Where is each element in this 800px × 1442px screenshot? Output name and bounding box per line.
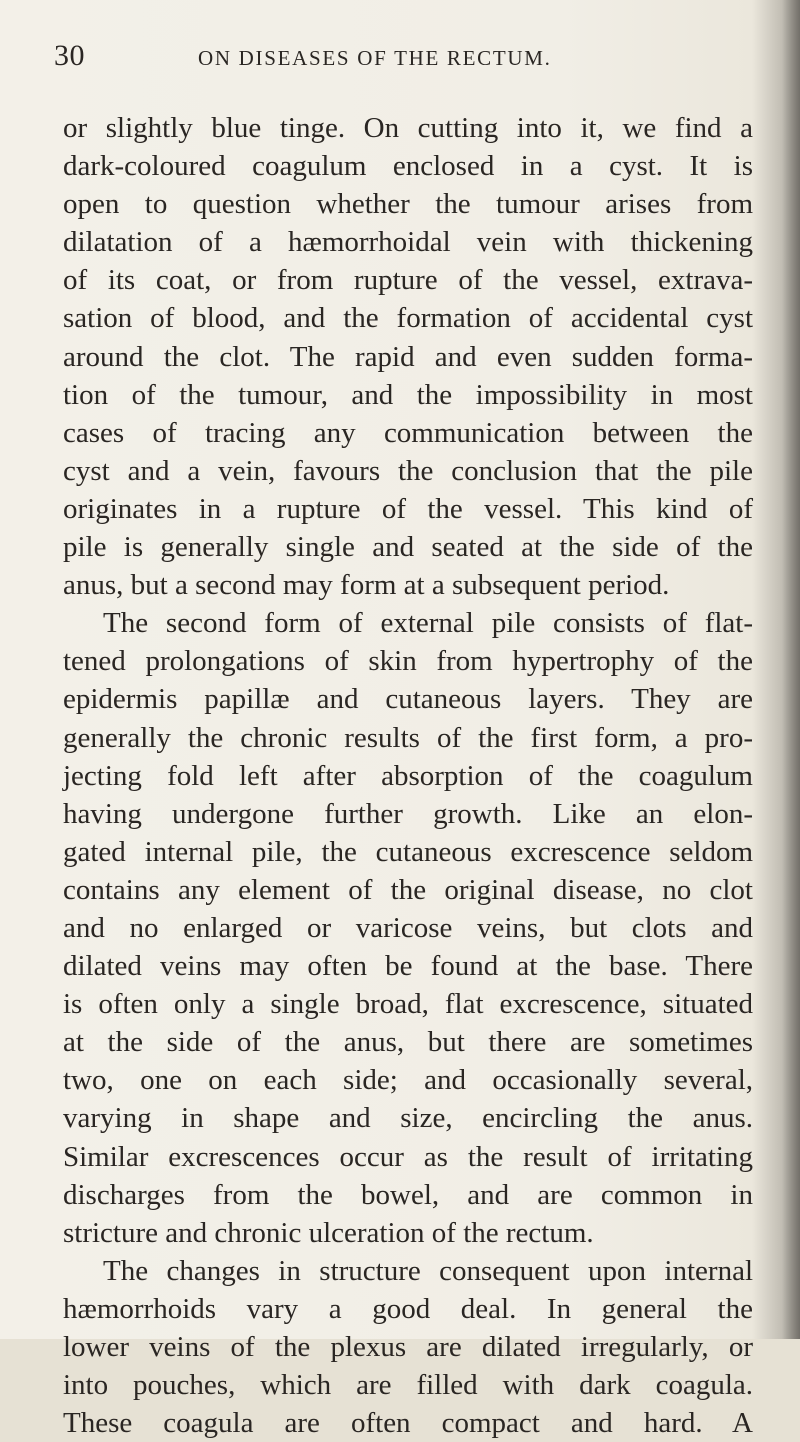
- text-line: of its coat, or from rupture of the vessel, extrava-: [63, 264, 753, 297]
- running-header: [0, 36, 800, 72]
- text-line: hæmorrhoids vary a good deal. In general the: [63, 1292, 753, 1325]
- page-edge-shadow: [782, 0, 800, 1339]
- text-line: Similar excrescences occur as the result of irritating: [63, 1140, 753, 1173]
- text-line: dilatation of a hæmorrhoidal vein with thickening: [63, 226, 753, 259]
- text-line: cases of tracing any communication between the: [63, 416, 753, 449]
- body-text: [63, 109, 753, 1442]
- paragraph-start-line: The changes in structure consequent upon internal: [103, 1254, 753, 1287]
- text-line: These coagula are often compact and hard. A: [63, 1407, 753, 1440]
- text-line: open to question whether the tumour arises from: [63, 188, 753, 221]
- text-line: anus, but a second may form at a subsequent period.: [63, 569, 670, 602]
- text-line: and no enlarged or varicose veins, but clots and: [63, 911, 753, 944]
- text-line: is often only a single broad, flat excrescence, situated: [63, 988, 753, 1021]
- text-line: stricture and chronic ulceration of the rectum.: [63, 1216, 594, 1249]
- text-line: cyst and a vein, favours the conclusion that the pile: [63, 454, 753, 487]
- text-line: lower veins of the plexus are dilated irregularly, or: [63, 1331, 753, 1363]
- text-line: sation of blood, and the formation of accidental cyst: [63, 302, 753, 335]
- text-line: jecting fold left after absorption of the coagulum: [63, 759, 753, 792]
- text-line: gated internal pile, the cutaneous excrescence seldom: [63, 835, 753, 868]
- paragraph-start-line: The second form of external pile consists of flat-: [103, 607, 753, 640]
- text-line: generally the chronic results of the first form, a pro-: [63, 721, 753, 754]
- text-line: around the clot. The rapid and even sudden forma-: [63, 340, 753, 373]
- running-title: ON DISEASES OF THE RECTUM.: [198, 46, 552, 70]
- text-line: originates in a rupture of the vessel. This kind of: [63, 492, 753, 525]
- page-number: 30: [54, 39, 85, 72]
- text-line: or slightly blue tinge. On cutting into it, we find a: [63, 112, 753, 144]
- text-line: dark-coloured coagulum enclosed in a cyst. It is: [63, 150, 753, 183]
- text-line: tion of the tumour, and the impossibility in most: [63, 378, 753, 411]
- text-line: into pouches, which are filled with dark coagula.: [63, 1369, 753, 1402]
- text-line: tened prolongations of skin from hypertrophy of the: [63, 645, 753, 678]
- text-line: discharges from the bowel, and are common in: [63, 1178, 753, 1211]
- text-line: dilated veins may often be found at the base. There: [63, 950, 753, 983]
- text-line: having undergone further growth. Like an elon-: [63, 797, 753, 830]
- text-line: pile is generally single and seated at the side of the: [63, 531, 753, 564]
- text-line: varying in shape and size, encircling the anus.: [63, 1102, 753, 1135]
- text-line: at the side of the anus, but there are sometimes: [63, 1026, 753, 1059]
- text-line: contains any element of the original disease, no clot: [63, 873, 753, 906]
- text-line: epidermis papillæ and cutaneous layers. They are: [63, 683, 753, 716]
- text-line: two, one on each side; and occasionally several,: [63, 1064, 753, 1097]
